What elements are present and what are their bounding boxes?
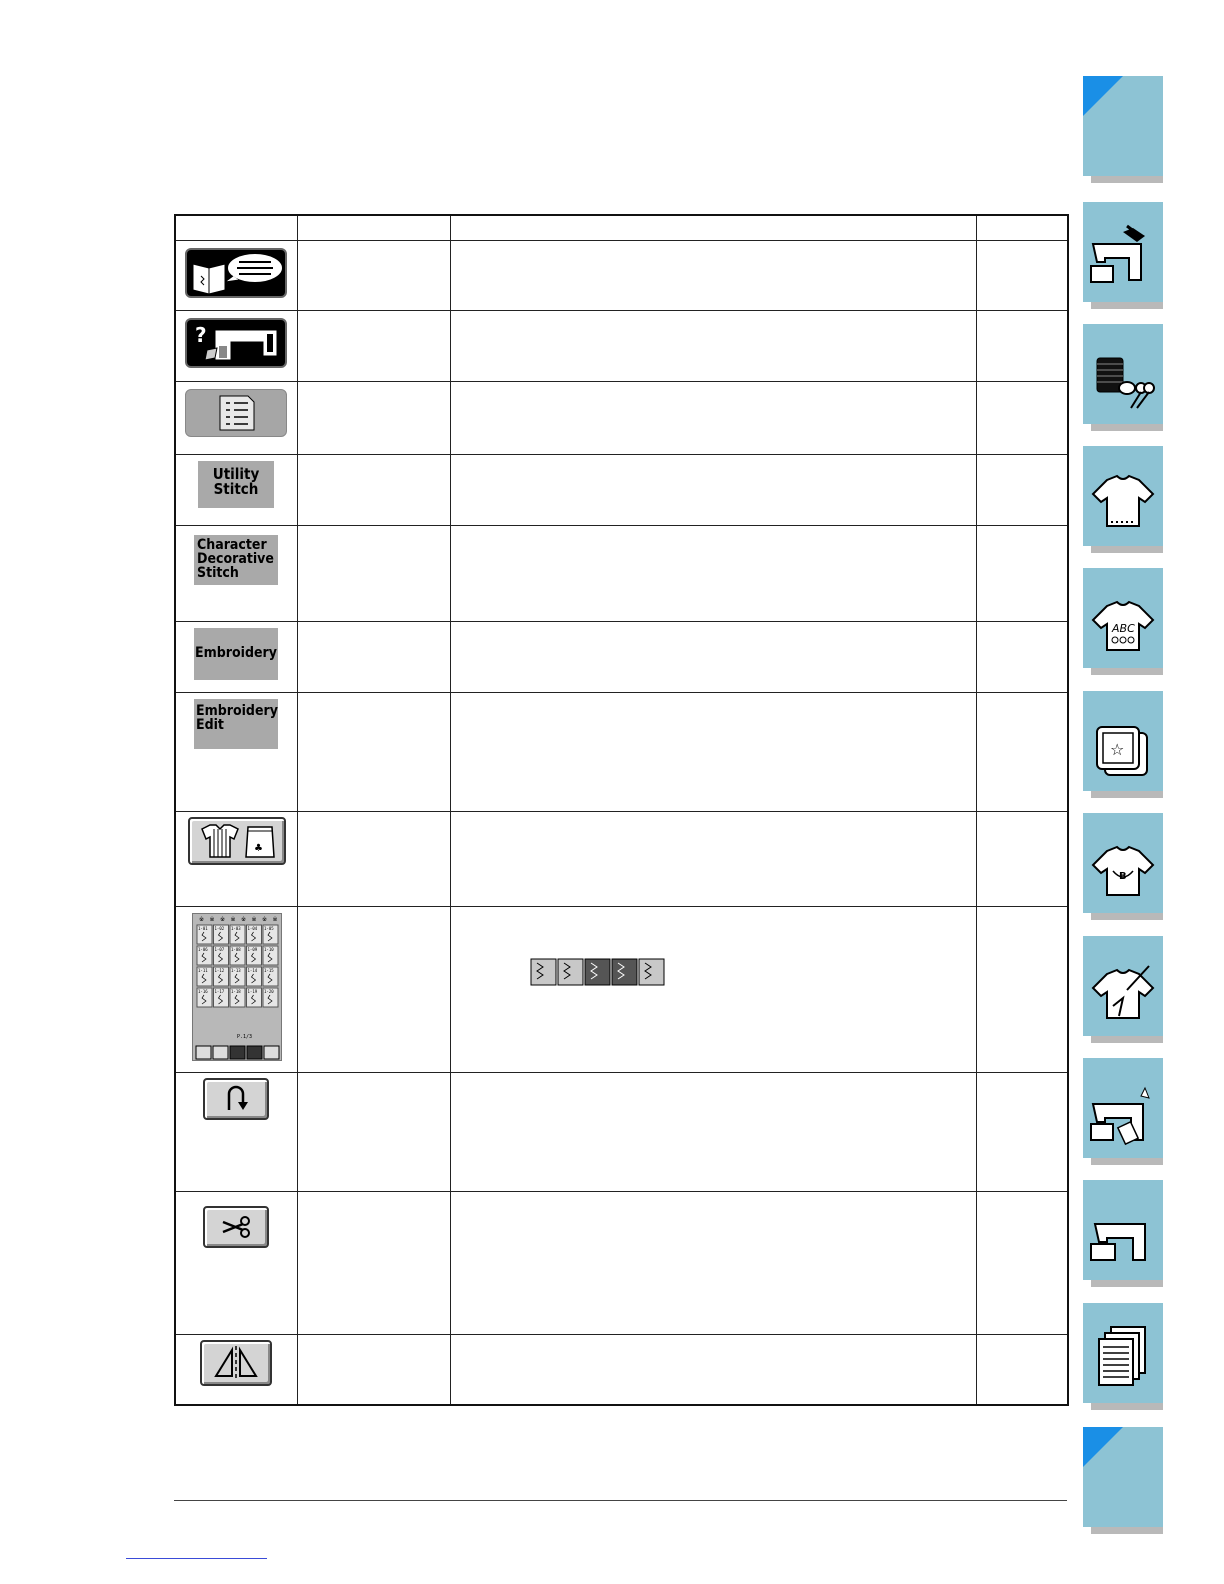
panel-stitch-key — [214, 925, 229, 944]
svg-text:1-18: 1-18 — [231, 989, 241, 994]
svg-text:1-13: 1-13 — [231, 968, 241, 973]
table-row — [175, 812, 1068, 907]
mirror-image-icon[interactable] — [200, 1340, 272, 1386]
section-tab[interactable] — [1083, 446, 1163, 546]
machine-maintenance-icon — [1083, 1058, 1163, 1158]
svg-text:1-17: 1-17 — [214, 989, 225, 994]
svg-text:☆: ☆ — [1110, 740, 1125, 759]
key-cell — [175, 812, 297, 907]
svg-text:1-02: 1-02 — [214, 926, 225, 931]
panel-stitch-key — [263, 946, 278, 965]
svg-text:ABC: ABC — [1112, 622, 1135, 635]
section-tab[interactable] — [1083, 1180, 1163, 1280]
panel-category-tab — [196, 1046, 211, 1059]
panel-stitch-key — [197, 967, 212, 986]
stitch-category-3-icon — [585, 959, 610, 985]
sewing-machine-icon — [1083, 1180, 1163, 1280]
svg-text:1-19: 1-19 — [247, 989, 258, 994]
panel-stitch-key — [230, 925, 245, 944]
key-cell — [175, 907, 297, 1073]
blank-tab-corner-icon — [1083, 1427, 1123, 1467]
svg-text:1-15: 1-15 — [264, 968, 274, 973]
utility-stitch-label-1: Utility — [212, 465, 260, 483]
key-cell — [175, 455, 297, 526]
section-tabs — [1083, 0, 1163, 1584]
stitch-category-1-icon — [531, 959, 556, 985]
reference-book-icon[interactable] — [185, 248, 287, 298]
key-cell — [175, 693, 297, 812]
svg-text:1-09: 1-09 — [247, 947, 258, 952]
embroidery-edit-label-2: Edit — [196, 717, 224, 733]
svg-text:1-03: 1-03 — [231, 926, 241, 931]
table-row — [175, 526, 1068, 622]
document-pages-icon — [1083, 1303, 1163, 1403]
utility-stitch-label-2: Stitch — [213, 480, 259, 498]
panel-stitch-key — [197, 988, 212, 1007]
svg-text:1-01: 1-01 — [198, 926, 208, 931]
section-tab[interactable] — [1083, 813, 1163, 913]
machine-help-icon[interactable] — [185, 318, 287, 368]
stitch-category-4-icon — [612, 959, 637, 985]
header-cell-page — [976, 215, 1068, 241]
panel-stitch-key — [247, 967, 262, 986]
svg-text:B: B — [1119, 871, 1127, 882]
panel-needle-mark: ※ — [241, 916, 247, 923]
section-tab[interactable] — [1083, 76, 1163, 176]
header-cell-function — [450, 215, 976, 241]
table-row — [175, 693, 1068, 812]
key-cell — [175, 1192, 297, 1335]
table-row — [175, 1335, 1068, 1405]
reverse-stitch-icon[interactable] — [203, 1078, 269, 1120]
svg-text:1-11: 1-11 — [198, 968, 208, 973]
table-row — [175, 382, 1068, 455]
sewing-machine-hand-icon — [1083, 202, 1163, 302]
utility-stitch-button[interactable] — [198, 461, 274, 508]
header-cell-key — [175, 215, 297, 241]
table-row — [175, 455, 1068, 526]
function-cell — [450, 907, 976, 1073]
panel-stitch-key — [214, 967, 229, 986]
svg-text:1-16: 1-16 — [198, 989, 208, 994]
key-cell — [175, 1073, 297, 1192]
panel-stitch-key — [263, 988, 278, 1007]
section-tab[interactable] — [1083, 691, 1163, 791]
scissors-icon[interactable] — [203, 1206, 269, 1248]
table-row — [175, 622, 1068, 693]
section-tab[interactable] — [1083, 568, 1163, 668]
svg-text:1-06: 1-06 — [198, 947, 208, 952]
header-cell-name — [297, 215, 450, 241]
stitch-category-5-icon — [639, 959, 664, 985]
section-tab[interactable] — [1083, 324, 1163, 424]
svg-text:1-04: 1-04 — [247, 926, 258, 931]
section-tab[interactable] — [1083, 202, 1163, 302]
table-row — [175, 311, 1068, 382]
key-cell — [175, 526, 297, 622]
section-tab[interactable] — [1083, 1058, 1163, 1158]
panel-needle-mark: ※ — [230, 916, 236, 923]
section-tab[interactable] — [1083, 1303, 1163, 1403]
panel-stitch-key — [197, 946, 212, 965]
panel-needle-mark: ※ — [220, 916, 226, 923]
key-cell — [175, 1335, 297, 1405]
footer-link-underline[interactable] — [126, 1558, 267, 1559]
table-row — [175, 1192, 1068, 1335]
panel-needle-mark: ※ — [272, 916, 278, 923]
panel-stitch-key — [230, 988, 245, 1007]
panel-stitch-key — [230, 967, 245, 986]
svg-text:?: ? — [195, 323, 207, 347]
svg-text:1-10: 1-10 — [264, 947, 274, 952]
character-decorative-button[interactable] — [194, 535, 278, 585]
panel-stitch-key — [263, 925, 278, 944]
settings-list-icon[interactable] — [185, 389, 287, 437]
svg-text:1-08: 1-08 — [231, 947, 241, 952]
svg-text:1-20: 1-20 — [264, 989, 274, 994]
panel-needle-mark: ※ — [251, 916, 257, 923]
table-row — [175, 1073, 1068, 1192]
operation-keys-table — [174, 214, 1069, 1406]
svg-text:1-12: 1-12 — [214, 968, 225, 973]
stitch-selection-panel-icon[interactable] — [192, 913, 282, 1061]
panel-stitch-key — [247, 946, 262, 965]
svg-text:♣: ♣ — [254, 843, 263, 854]
thread-spool-scissors-icon — [1083, 324, 1163, 424]
embroidery-frame-star-icon — [1083, 691, 1163, 791]
shirt-abc-embroidery-icon — [1083, 568, 1163, 668]
character-label-1: Character — [197, 537, 267, 553]
panel-category-tab — [247, 1046, 262, 1059]
panel-page-indicator: P.1/3 — [237, 1034, 253, 1040]
table-header-row — [175, 215, 1068, 241]
svg-text:1-14: 1-14 — [247, 968, 258, 973]
shirt-needle-icon — [1083, 936, 1163, 1036]
panel-needle-mark: ※ — [262, 916, 268, 923]
blank-tab-corner-icon — [1083, 76, 1123, 116]
embroidery-label: Embroidery — [195, 645, 277, 661]
section-tab[interactable] — [1083, 936, 1163, 1036]
panel-stitch-key — [214, 988, 229, 1007]
panel-needle-mark: ※ — [199, 916, 205, 923]
svg-text:1-05: 1-05 — [264, 926, 274, 931]
svg-text:1-07: 1-07 — [214, 947, 225, 952]
panel-stitch-key — [197, 925, 212, 944]
panel-needle-mark: ※ — [209, 916, 215, 923]
shirt-b-emblem-icon — [1083, 813, 1163, 913]
embroidery-edit-button[interactable] — [194, 699, 278, 749]
panel-category-tab — [264, 1046, 279, 1059]
table-row — [175, 907, 1068, 1073]
shirt-basic-sewing-icon — [1083, 446, 1163, 546]
panel-stitch-key — [214, 946, 229, 965]
panel-stitch-key — [247, 925, 262, 944]
embroidery-button[interactable] — [194, 628, 278, 680]
panel-stitch-key — [230, 946, 245, 965]
stitch-category-strip — [530, 957, 666, 987]
table-row — [175, 241, 1068, 311]
key-cell — [175, 311, 297, 382]
garment-pattern-icon[interactable] — [188, 817, 286, 865]
panel-category-tab — [230, 1046, 245, 1059]
character-label-3: Stitch — [197, 565, 239, 581]
panel-stitch-key — [263, 967, 278, 986]
key-cell — [175, 382, 297, 455]
character-label-2: Decorative — [197, 551, 274, 567]
stitch-category-2-icon — [558, 959, 583, 985]
panel-category-tab — [213, 1046, 228, 1059]
section-tab[interactable] — [1083, 1427, 1163, 1527]
key-cell — [175, 241, 297, 311]
panel-stitch-key — [247, 988, 262, 1007]
footer-rule — [174, 1500, 1067, 1501]
key-cell — [175, 622, 297, 693]
embroidery-edit-label-1: Embroidery — [196, 703, 278, 719]
